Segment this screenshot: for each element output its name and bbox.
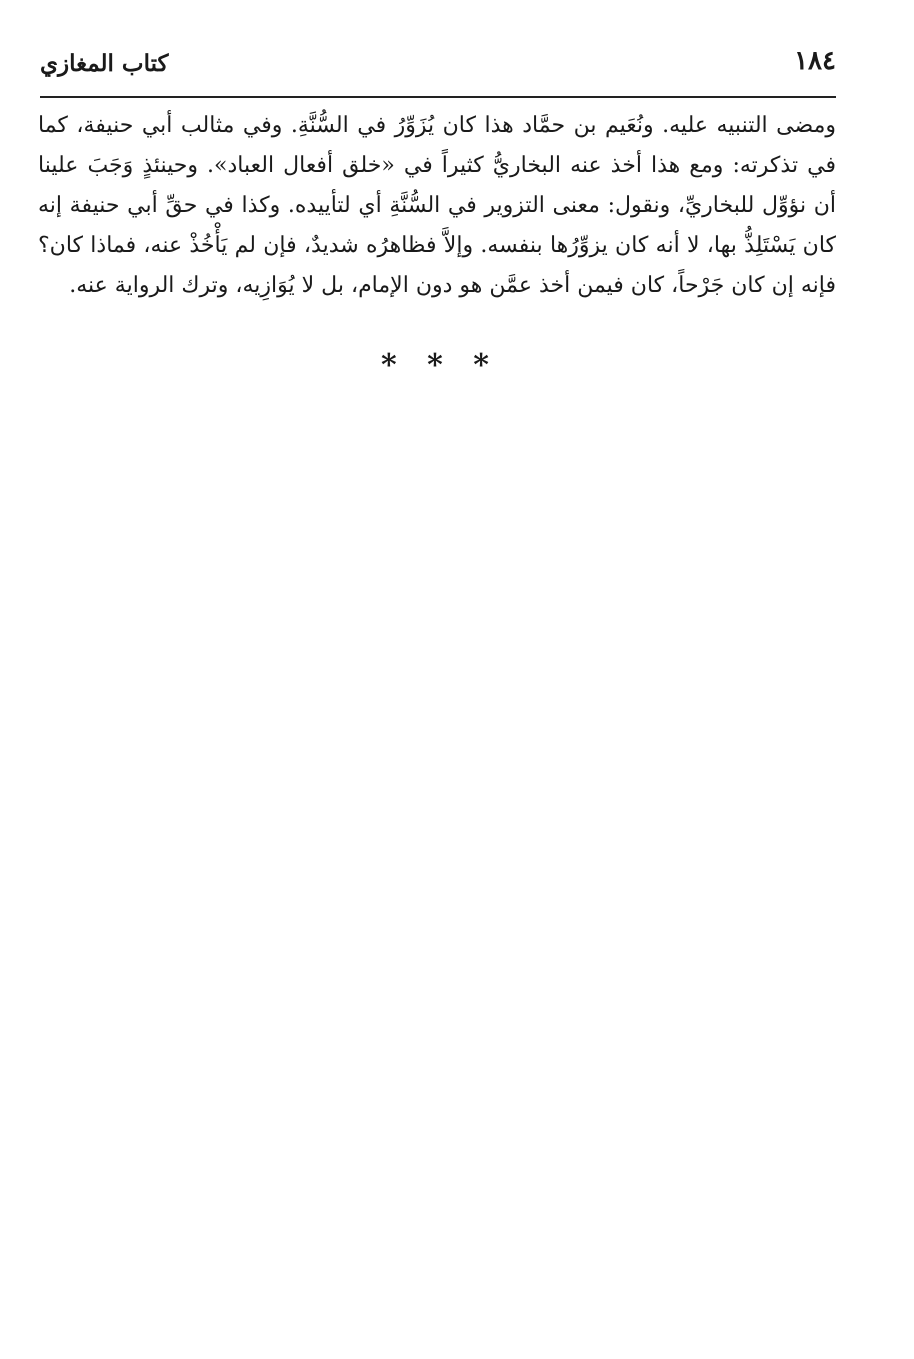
page-header: [40, 40, 836, 98]
running-title: كتاب المغازي: [40, 50, 169, 77]
paragraph: ومضى التنبيه عليه. ونُعَيم بن حمَّاد هذا كان يُزَوِّرُ في السُّنَّةِ. وفي مثالب أبي حنيفة، كما في تذكرته: ومع هذا أخذ عنه البخاريُّ كثيراً في «خلق أفعال العباد». وحينئذٍ وَجَبَ علينا أن نؤوِّل للبخاريِّ، ونقول: معنى التزوير في السُّنَّةِ أي لتأييده. وكذا في حقِّ أبي حنيفة إنه كان يَسْتَلِذُّ بها، لا أنه كان يزوِّرُها بنفسه. وإلاَّ فظاهرُه شديدٌ، فإن لم يَأْخُذْ عنه، فماذا كان؟ فإنه إن كان جَرْحاً، كان فيمن أخذ عمَّن هو دون الإمام، بل لا يُوَازِيه، وترك الرواية عنه.: [38, 113, 836, 298]
section-separator: * * *: [381, 348, 499, 383]
page-number: ١٨٤: [794, 46, 836, 76]
body-text: [38, 106, 836, 306]
